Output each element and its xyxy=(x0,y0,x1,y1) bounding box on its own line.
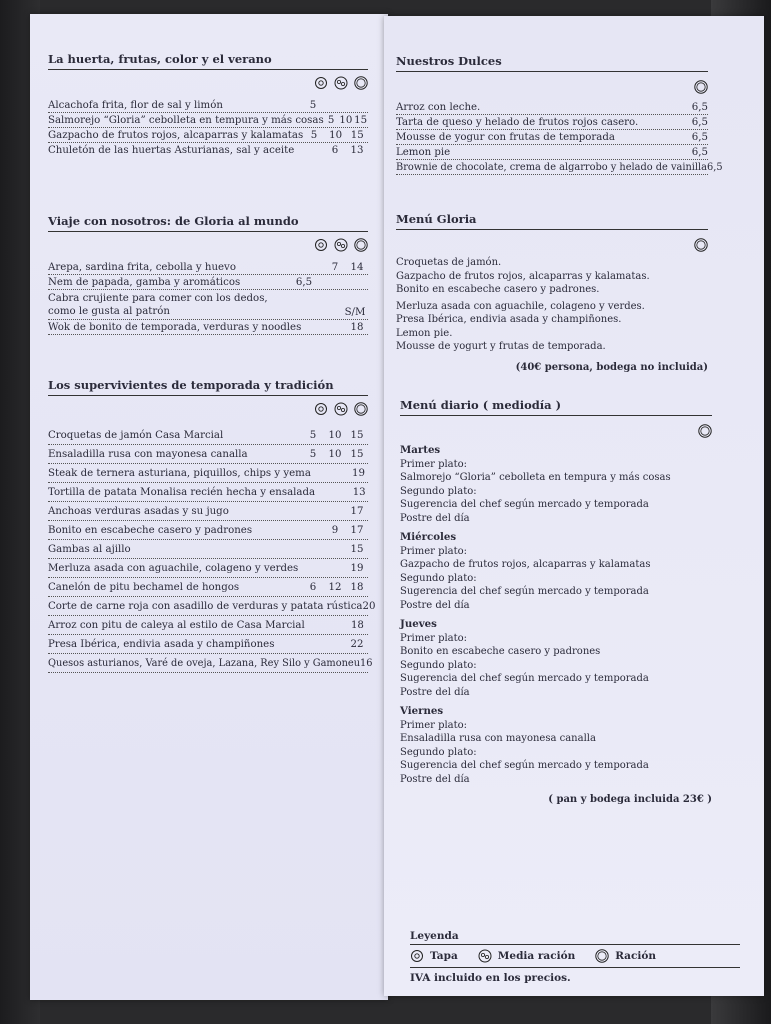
item-name: Wok de bonito de temporada, verduras y noodles xyxy=(48,322,302,333)
section-title: Viaje con nosotros: de Gloria al mundo xyxy=(48,214,368,232)
price-racion: 16 xyxy=(360,658,373,669)
item-name: Lemon pie xyxy=(396,147,451,158)
legend-media: Media ración xyxy=(497,950,576,962)
price-racion: 18 xyxy=(350,322,364,333)
price-racion: 17 xyxy=(350,506,364,517)
tapa-icon xyxy=(314,76,328,90)
primer-dish: Ensaladilla rusa con mayonesa canalla xyxy=(400,733,596,744)
price-racion: 15 xyxy=(350,130,364,141)
price-tapa: 5 xyxy=(327,115,335,126)
price-racion: S/M xyxy=(344,307,366,318)
price-media: 9 xyxy=(331,525,339,536)
menu-line: Lemon pie. xyxy=(396,327,453,339)
item-price: 6,5 xyxy=(691,117,708,128)
racion-icon xyxy=(354,238,368,252)
menu-item xyxy=(48,616,368,635)
day-block xyxy=(400,705,712,786)
menu-item xyxy=(48,502,368,521)
menu-line: Bonito en escabeche casero y padrones. xyxy=(396,284,600,295)
price-racion: 15 xyxy=(350,430,364,441)
racion-icon xyxy=(694,238,708,252)
racion-icon xyxy=(354,402,368,416)
media-racion-icon xyxy=(334,402,348,416)
item-name: Cabra crujiente para comer con los dedos, como le gusta al patrón xyxy=(48,293,268,317)
media-racion-icon xyxy=(334,238,348,252)
item-name: Tarta de queso y helado de frutos rojos casero. xyxy=(396,117,639,128)
price-racion: 19 xyxy=(350,563,364,574)
menu-item xyxy=(48,426,368,445)
tapa-icon xyxy=(314,238,328,252)
primer-dish: Gazpacho de frutos rojos, alcaparras y kalamatas xyxy=(400,559,651,570)
price-racion: 13 xyxy=(350,145,364,156)
menu-item xyxy=(48,578,368,597)
section-title: Menú diario ( mediodía ) xyxy=(400,398,712,416)
day-block xyxy=(400,618,712,699)
primer-dish: Salmorejo “Gloria” cebolleta en tempura y más cosas xyxy=(400,472,671,483)
item-name: Corte de carne roja con asadillo de verduras y patata rústica xyxy=(48,601,363,612)
dessert-item xyxy=(396,160,723,175)
day-label: Jueves xyxy=(400,618,437,630)
menu-item xyxy=(48,445,368,464)
item-name: Chuletón de las huertas Asturianas, sal y aceite xyxy=(48,145,295,156)
price-media: 10 xyxy=(329,130,343,141)
menu-item xyxy=(48,98,368,113)
price-racion: 22 xyxy=(350,639,364,650)
item-name: Merluza asada con aguachile, colageno y verdes xyxy=(48,563,299,574)
segundo-dish: Sugerencia del chef según mercado y temporada xyxy=(400,673,649,684)
menu-item xyxy=(48,540,368,559)
price-tapa: 6 xyxy=(309,582,317,593)
dessert-item xyxy=(396,115,708,130)
day-label: Miércoles xyxy=(400,531,457,543)
item-price: 6,5 xyxy=(691,102,708,113)
racion-icon xyxy=(595,949,609,963)
item-name: Gazpacho de frutos rojos, alcaparras y kalamatas xyxy=(48,130,304,141)
section-viaje xyxy=(48,214,368,335)
iva-note: IVA incluido en los precios. xyxy=(410,972,571,984)
menu-item xyxy=(48,275,368,290)
menu-item xyxy=(48,290,368,320)
menu-item xyxy=(48,597,376,616)
day-block xyxy=(400,444,712,525)
section-title: Nuestros Dulces xyxy=(396,54,708,72)
portion-icons xyxy=(396,80,708,94)
item-name: Canelón de pitu bechamel de hongos xyxy=(48,582,240,593)
price-racion: 15 xyxy=(350,544,364,555)
price-racion: 19 xyxy=(352,468,365,479)
item-name: Ensaladilla rusa con mayonesa canalla xyxy=(48,449,248,460)
media-racion-icon xyxy=(334,76,348,90)
postre-label: Postre del día xyxy=(400,599,470,611)
dessert-item xyxy=(396,145,708,160)
section-dulces xyxy=(396,54,723,175)
menu-item xyxy=(48,559,368,578)
racion-icon xyxy=(698,424,712,438)
legend-row xyxy=(410,945,740,968)
item-name: Alcachofa frita, flor de sal y limón xyxy=(48,100,223,111)
section-menu-diario xyxy=(400,398,712,805)
section-title: Menú Gloria xyxy=(396,212,708,230)
menu-item xyxy=(48,143,368,157)
price-racion: 18 xyxy=(350,582,364,593)
menu-item xyxy=(48,464,368,483)
item-name: Arroz con pitu de caleya al estilo de Casa Marcial xyxy=(48,620,305,631)
item-price: 6,5 xyxy=(707,162,723,173)
item-name: Presa Ibérica, endivia asada y champiñones xyxy=(48,639,275,650)
price-tapa: 5 xyxy=(310,130,318,141)
price-racion: 14 xyxy=(350,262,364,273)
racion-icon xyxy=(354,76,368,90)
item-name: Croquetas de jamón Casa Marcial xyxy=(48,430,224,441)
section-title: La huerta, frutas, color y el verano xyxy=(48,52,368,70)
item-name: Steak de ternera asturiana, piquillos, chips y yema xyxy=(48,468,311,479)
legend-tapa: Tapa xyxy=(430,950,458,962)
item-name: Nem de papada, gamba y aromáticos xyxy=(48,277,241,288)
day-label: Viernes xyxy=(400,705,444,717)
menu-item xyxy=(48,260,368,275)
menu-item xyxy=(48,128,368,143)
price-tapa: 5 xyxy=(309,430,317,441)
tapa-icon xyxy=(314,402,328,416)
item-name: Brownie de chocolate, crema de algarrobo y helado de vainilla xyxy=(396,162,708,173)
menu-line: Gazpacho de frutos rojos, alcaparras y kalamatas. xyxy=(396,270,650,282)
menu-line: Croquetas de jamón. xyxy=(396,257,502,268)
item-name: Tortilla de patata Monalisa recién hecha y ensalada xyxy=(48,487,316,498)
day-label: Martes xyxy=(400,444,441,456)
price-media: 7 xyxy=(331,262,339,273)
price-tapa: 6,5 xyxy=(295,277,313,288)
price-racion: 13 xyxy=(352,487,366,498)
section-supervivientes xyxy=(48,378,376,673)
portion-icons xyxy=(396,238,708,252)
price-tapa: 5 xyxy=(309,100,317,111)
menu-item xyxy=(48,521,368,540)
menu-page-left xyxy=(30,14,388,1000)
price-note: (40€ persona, bodega no incluida) xyxy=(515,361,708,373)
menu-line: Merluza asada con aguachile, colageno y verdes. xyxy=(396,300,645,312)
price-tapa: 5 xyxy=(309,449,317,460)
legend-title: Leyenda xyxy=(410,930,740,945)
item-name: Arepa, sardina frita, cebolla y huevo xyxy=(48,262,236,273)
item-name: Bonito en escabeche casero y padrones xyxy=(48,525,253,536)
segundo-dish: Sugerencia del chef según mercado y temporada xyxy=(400,586,649,597)
postre-label: Postre del día xyxy=(400,773,470,785)
portion-icons xyxy=(48,76,368,90)
media-racion-icon xyxy=(478,949,492,963)
segundo-label: Segundo plato: xyxy=(400,659,477,671)
item-name: Quesos asturianos, Varé de oveja, Lazana, Rey Silo y Gamoneu xyxy=(48,658,361,669)
day-block xyxy=(400,531,712,612)
tapa-icon xyxy=(410,949,424,963)
portion-icons xyxy=(48,238,368,252)
menu-page-right xyxy=(384,16,764,996)
primer-label: Primer plato: xyxy=(400,719,468,731)
racion-icon xyxy=(694,80,708,94)
item-name: Arroz con leche. xyxy=(396,102,481,113)
menu-gloria-list xyxy=(396,256,708,354)
menu-line: Mousse de yogurt y frutas de temporada. xyxy=(396,341,606,352)
legend xyxy=(410,930,740,984)
dessert-item xyxy=(396,100,708,115)
portion-icons xyxy=(48,402,368,416)
price-racion: 17 xyxy=(350,525,364,536)
section-huerta xyxy=(48,52,368,157)
primer-label: Primer plato: xyxy=(400,545,468,557)
dessert-item xyxy=(396,130,708,145)
menu-line: Presa Ibérica, endivia asada y champiñones. xyxy=(396,314,622,325)
menu-item xyxy=(48,654,373,673)
price-racion: 15 xyxy=(354,115,368,126)
price-note: ( pan y bodega incluida 23€ ) xyxy=(548,794,712,805)
item-name: Gambas al ajillo xyxy=(48,544,131,555)
menu-item xyxy=(48,635,368,654)
price-racion: 20 xyxy=(362,601,376,612)
segundo-label: Segundo plato: xyxy=(400,485,477,497)
primer-label: Primer plato: xyxy=(400,458,468,470)
item-name: Mousse de yogur con frutas de temporada xyxy=(396,132,615,143)
menu-item xyxy=(48,113,368,128)
price-racion: 15 xyxy=(350,449,364,460)
price-racion: 18 xyxy=(350,620,364,631)
menu-item xyxy=(48,483,368,502)
postre-label: Postre del día xyxy=(400,512,470,524)
segundo-dish: Sugerencia del chef según mercado y temporada xyxy=(400,760,649,771)
menu-item xyxy=(48,320,368,335)
portion-icons xyxy=(400,424,712,438)
price-media: 10 xyxy=(339,115,353,126)
legend-racion: Ración xyxy=(615,950,657,962)
price-media: 10 xyxy=(328,449,342,460)
item-price: 6,5 xyxy=(691,147,708,158)
item-name: Salmorejo “Gloria” cebolleta en tempura y más cosas xyxy=(48,115,324,126)
price-media: 10 xyxy=(328,430,342,441)
primer-label: Primer plato: xyxy=(400,632,468,644)
segundo-label: Segundo plato: xyxy=(400,746,477,758)
item-name: Anchoas verduras asadas y su jugo xyxy=(48,506,229,517)
section-menu-gloria xyxy=(396,212,708,373)
section-title: Los supervivientes de temporada y tradición xyxy=(48,378,368,396)
segundo-label: Segundo plato: xyxy=(400,572,477,584)
primer-dish: Bonito en escabeche casero y padrones xyxy=(400,646,601,657)
segundo-dish: Sugerencia del chef según mercado y temporada xyxy=(400,499,649,510)
price-media: 12 xyxy=(328,582,342,593)
item-price: 6,5 xyxy=(691,132,708,143)
postre-label: Postre del día xyxy=(400,686,470,698)
price-media: 6 xyxy=(331,145,339,156)
